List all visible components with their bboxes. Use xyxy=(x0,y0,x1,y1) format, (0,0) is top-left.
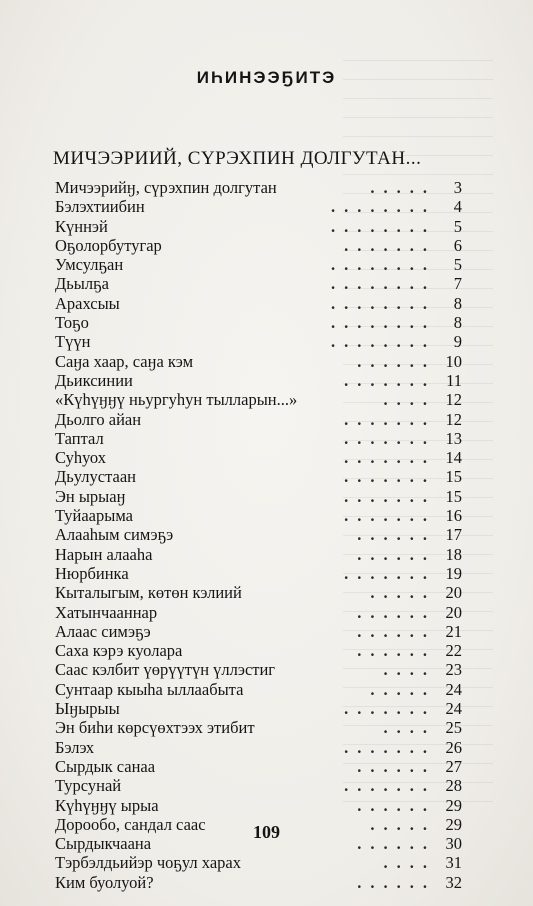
toc-entry xyxy=(55,467,462,486)
dot-leader: ........ xyxy=(331,332,436,352)
toc-entry-title: Арахсыы xyxy=(55,293,120,313)
dot-leader: ....... xyxy=(344,448,436,468)
dot-leader: ........ xyxy=(331,197,436,217)
dot-leader: ....... xyxy=(344,776,436,796)
toc-entry-page: 9 xyxy=(453,332,462,352)
dot-leader: ...... xyxy=(357,641,436,661)
toc-entry-page: 10 xyxy=(445,351,462,371)
toc-entry xyxy=(55,332,462,351)
dot-leader: ....... xyxy=(344,467,436,487)
dot-leader: ..... xyxy=(370,814,436,834)
toc-entry-page: 24 xyxy=(445,699,462,719)
toc-entry xyxy=(55,660,462,679)
dot-leader: ...... xyxy=(357,544,436,564)
toc-entry-title: Дьолго айан xyxy=(55,409,142,429)
toc-entry xyxy=(55,197,462,216)
toc-entry-page: 13 xyxy=(445,428,462,448)
toc-entry-page: 24 xyxy=(445,679,462,699)
toc-entry-page: 11 xyxy=(446,370,462,390)
toc-entry xyxy=(55,641,462,660)
toc-entry-page: 17 xyxy=(445,525,462,545)
toc-entry-title: Эн биһи көрсүөхтээх этибит xyxy=(55,718,255,738)
toc-entry xyxy=(55,506,462,525)
toc-entry-page: 22 xyxy=(445,641,462,661)
toc-entry xyxy=(55,622,462,641)
toc-entry-page: 30 xyxy=(445,834,462,854)
toc-entry-page: 20 xyxy=(445,602,462,622)
dot-leader: ..... xyxy=(370,583,436,603)
dot-leader: ...... xyxy=(357,795,436,815)
dot-leader: .... xyxy=(383,660,436,680)
toc-entry-title: Нарын алааһа xyxy=(55,544,153,564)
toc-entry-page: 12 xyxy=(445,409,462,429)
toc-entry xyxy=(55,352,462,371)
toc-entry xyxy=(55,236,462,255)
toc-entry-page: 12 xyxy=(445,390,462,410)
toc-entry-page: 5 xyxy=(453,255,462,275)
table-of-contents xyxy=(55,178,462,892)
toc-entry-page: 8 xyxy=(453,313,462,333)
page-number: 109 xyxy=(253,822,280,842)
dot-leader: ..... xyxy=(370,178,436,197)
toc-entry xyxy=(55,776,462,795)
dot-leader: ....... xyxy=(344,699,436,719)
toc-entry-title: Бэлэх xyxy=(55,737,95,757)
toc-entry xyxy=(55,545,462,564)
toc-entry-title: «Күһүӈӈү ньургуһун тылларын...» xyxy=(55,390,298,410)
toc-entry-page: 3 xyxy=(453,178,462,197)
dot-leader: ....... xyxy=(344,506,436,526)
toc-entry-title: Бэлэхтиибин xyxy=(55,197,145,217)
dot-leader: ........ xyxy=(331,313,436,333)
toc-entry-page: 29 xyxy=(445,814,462,834)
toc-entry-title: Туйаарыма xyxy=(55,506,133,526)
toc-entry xyxy=(55,390,462,409)
toc-entry xyxy=(55,853,462,872)
toc-entry-title: Сырдык санаа xyxy=(55,756,156,776)
toc-entry-title: Ыӈырыы xyxy=(55,699,120,719)
toc-entry-page: 27 xyxy=(445,756,462,776)
toc-entry-page: 14 xyxy=(445,448,462,468)
toc-entry-title: Дьылҕа xyxy=(55,274,109,294)
toc-entry-title: Турсунай xyxy=(55,776,122,796)
toc-entry-page: 4 xyxy=(453,197,462,217)
toc-entry xyxy=(55,718,462,737)
toc-entry-page: 15 xyxy=(445,467,462,487)
dot-leader: ........ xyxy=(331,274,436,294)
toc-entry xyxy=(55,699,462,718)
toc-entry-title: Умсулҕан xyxy=(55,255,124,275)
toc-entry-page: 21 xyxy=(445,621,462,641)
dot-leader: ....... xyxy=(344,235,436,255)
section-title: МИЧЭЭРИИЙ, СҮРЭХПИН ДОЛГУТАН... xyxy=(53,148,422,169)
toc-entry xyxy=(55,255,462,274)
toc-entry-title: Саӈа хаар, саӈа кэм xyxy=(55,351,194,371)
toc-entry-title: Дорообо, сандал саас xyxy=(55,814,206,834)
toc-entry-title: Дьулустаан xyxy=(55,467,137,487)
dot-leader: ...... xyxy=(357,872,436,892)
toc-entry-page: 16 xyxy=(445,506,462,526)
toc-entry-title: Ким буолуой? xyxy=(55,872,154,892)
toc-entry xyxy=(55,410,462,429)
toc-entry-title: Эн ырыаӈ xyxy=(55,486,126,506)
dot-leader: .... xyxy=(383,390,436,410)
toc-entry-title: Таптал xyxy=(55,428,104,448)
toc-entry-page: 19 xyxy=(445,563,462,583)
toc-entry-page: 26 xyxy=(445,737,462,757)
dot-leader: ...... xyxy=(357,351,436,371)
toc-entry xyxy=(55,796,462,815)
toc-entry xyxy=(55,313,462,332)
toc-entry-title: Суһуох xyxy=(55,448,107,468)
toc-entry-page: 29 xyxy=(445,795,462,815)
toc-entry-page: 7 xyxy=(453,274,462,294)
toc-entry-title: Оҕолорбутугар xyxy=(55,235,162,255)
dot-leader: .... xyxy=(383,718,436,738)
toc-entry-title: Кыталыгым, көтөн кэлиий xyxy=(55,583,242,603)
toc-entry xyxy=(55,294,462,313)
toc-entry-page: 15 xyxy=(445,486,462,506)
toc-entry-title: Түүн xyxy=(55,332,91,352)
dot-leader: ...... xyxy=(357,525,436,545)
dot-leader: ........ xyxy=(331,293,436,313)
dot-leader: ....... xyxy=(344,409,436,429)
toc-entry-page: 20 xyxy=(445,583,462,603)
dot-leader: ...... xyxy=(357,834,436,854)
toc-entry xyxy=(55,178,462,197)
toc-entry xyxy=(55,757,462,776)
toc-entry xyxy=(55,738,462,757)
toc-entry xyxy=(55,525,462,544)
toc-entry-page: 32 xyxy=(445,872,462,892)
toc-entry-page: 5 xyxy=(453,216,462,236)
toc-entry xyxy=(55,274,462,293)
toc-entry-title: Саха кэрэ куолара xyxy=(55,641,183,661)
dot-leader: .... xyxy=(383,853,436,873)
toc-entry xyxy=(55,487,462,506)
toc-entry-page: 23 xyxy=(445,660,462,680)
dot-leader: ....... xyxy=(344,486,436,506)
toc-entry-title: Күннэй xyxy=(55,216,108,236)
dot-leader: ........ xyxy=(331,216,436,236)
toc-entry-page: 28 xyxy=(445,776,462,796)
toc-entry-page: 6 xyxy=(453,235,462,255)
toc-entry xyxy=(55,680,462,699)
toc-entry-title: Алааһым симэҕэ xyxy=(55,525,174,545)
toc-entry xyxy=(55,217,462,236)
toc-entry-title: Күһүӈӈү ырыа xyxy=(55,795,159,815)
page-heading: ИҺИНЭЭҔИТЭ xyxy=(196,68,337,87)
toc-entry-title: Алаас симэҕэ xyxy=(55,621,151,641)
toc-entry-title: Дьиксинии xyxy=(55,370,133,390)
toc-entry-title: Хатынчааннар xyxy=(55,602,158,622)
dot-leader: ....... xyxy=(344,428,436,448)
dot-leader: ..... xyxy=(370,679,436,699)
toc-entry-title: Саас кэлбит үөрүүтүн үллэстиг xyxy=(55,660,276,680)
toc-entry xyxy=(55,564,462,583)
toc-entry xyxy=(55,371,462,390)
dot-leader: ....... xyxy=(344,370,436,390)
toc-entry-page: 18 xyxy=(445,544,462,564)
dot-leader: ...... xyxy=(357,621,436,641)
toc-entry xyxy=(55,583,462,602)
dot-leader: ........ xyxy=(331,255,436,275)
toc-entry-title: Мичээрийӈ, сүрэхпин долгутан xyxy=(55,178,277,197)
toc-entry xyxy=(55,873,462,892)
toc-entry-title: Тоҕо xyxy=(55,313,89,333)
dot-leader: ....... xyxy=(344,563,436,583)
toc-entry-title: Нюрбинка xyxy=(55,563,129,583)
toc-entry xyxy=(55,448,462,467)
dot-leader: ....... xyxy=(344,737,436,757)
toc-entry xyxy=(55,429,462,448)
toc-entry-title: Тэрбэлдьийэр чоҕул харах xyxy=(55,853,241,873)
dot-leader: ...... xyxy=(357,756,436,776)
toc-entry-page: 31 xyxy=(445,853,462,873)
toc-entry-page: 25 xyxy=(445,718,462,738)
toc-entry-title: Сырдыкчаана xyxy=(55,834,152,854)
toc-entry-page: 8 xyxy=(453,293,462,313)
toc-entry xyxy=(55,603,462,622)
toc-entry-title: Сунтаар кыыһа ыллаабыта xyxy=(55,679,244,699)
dot-leader: ...... xyxy=(357,602,436,622)
